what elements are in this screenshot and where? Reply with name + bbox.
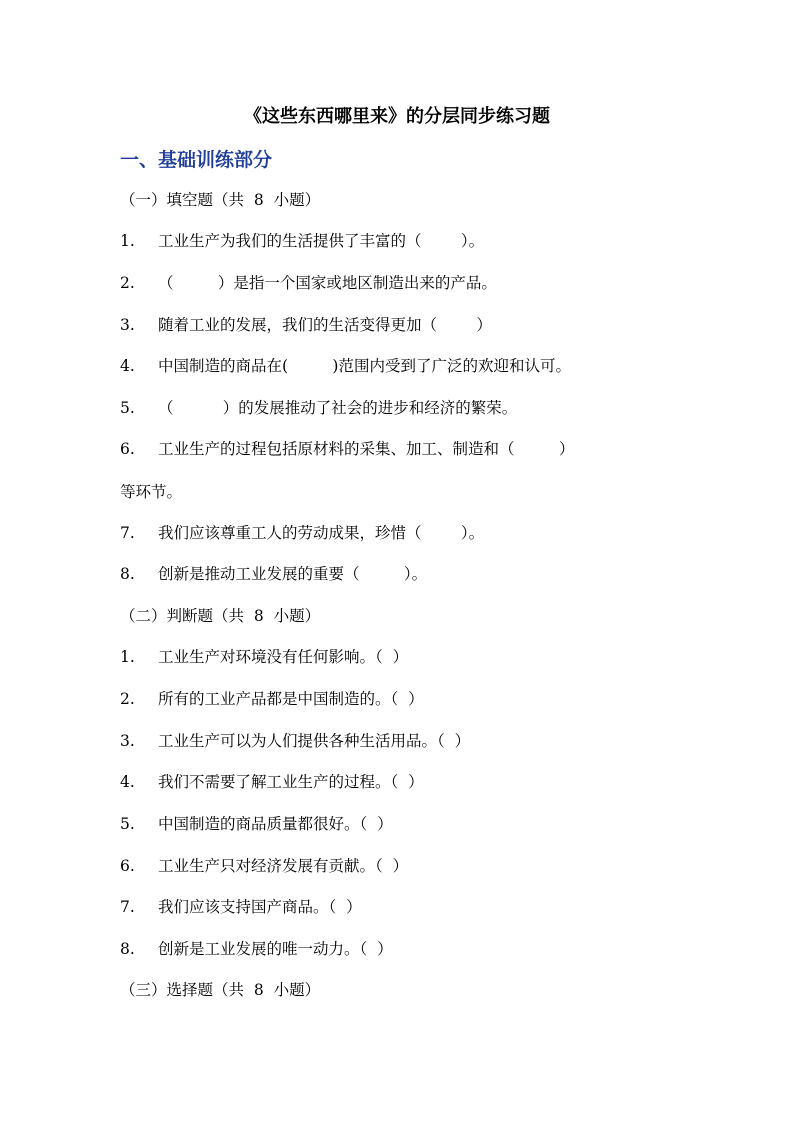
- fill-question-1: [120, 230, 484, 252]
- question-number: 6.: [120, 857, 135, 875]
- judge-question-7: [120, 896, 362, 918]
- question-text: 工业生产为我们的生活提供了丰富的（ ）。: [158, 232, 485, 250]
- question-text: 创新是推动工业发展的重要（ ）。: [158, 565, 428, 583]
- question-text: 工业生产只对经济发展有贡献。（ ）: [158, 857, 409, 875]
- question-number: 7.: [120, 524, 135, 542]
- question-text: 中国制造的商品在( )范围内受到了广泛的欢迎和认可。: [158, 357, 571, 375]
- question-text: 我们不需要了解工业生产的过程。（ ）: [158, 773, 424, 791]
- question-text: 创新是工业发展的唯一动力。（ ）: [158, 940, 393, 958]
- page-title: 《这些东西哪里来》的分层同步练习题: [244, 106, 550, 127]
- question-text: 所有的工业产品都是中国制造的。（ ）: [158, 690, 424, 708]
- question-text: （ ）是指一个国家或地区制造出来的产品。: [158, 274, 497, 292]
- question-text: 我们应该支持国产商品。（ ）: [158, 898, 362, 916]
- question-number: 2.: [120, 274, 135, 292]
- fill-question-5: [120, 397, 517, 419]
- question-number: 1.: [120, 232, 135, 250]
- judge-question-8: [120, 938, 393, 960]
- question-text: 中国制造的商品质量都很好。（ ）: [158, 815, 393, 833]
- judge-question-6: [120, 855, 408, 877]
- fill-question-7: [120, 522, 484, 544]
- judge-question-2: [120, 688, 424, 710]
- question-number: 8.: [120, 565, 135, 583]
- question-text: 随着工业的发展，我们的生活变得更加（ ）: [158, 316, 492, 334]
- question-number: 3.: [120, 316, 135, 334]
- question-number: 5.: [120, 399, 135, 417]
- judge-question-3: [120, 730, 470, 752]
- question-text: 工业生产对环境没有任何影响。（ ）: [158, 648, 409, 666]
- question-text: （ ）的发展推动了社会的进步和经济的繁荣。: [158, 399, 518, 417]
- question-text: 工业生产的过程包括原材料的采集、加工、制造和（ ）: [158, 440, 575, 458]
- question-number: 4.: [120, 773, 135, 791]
- fill-question-2: [120, 272, 497, 294]
- question-number: 8.: [120, 940, 135, 958]
- section-heading-basic-training: 一、基础训练部分: [120, 149, 273, 171]
- multiple-choice-header: （三）选择题（共 8 小题）: [120, 981, 321, 999]
- question-number: 1.: [120, 648, 135, 666]
- question-number: 3.: [120, 732, 135, 750]
- question-number: 6.: [120, 440, 135, 458]
- fill-question-8: [120, 563, 427, 585]
- fill-question-6: [120, 438, 574, 460]
- fill-in-blank-header: （一）填空题（共 8 小题）: [120, 191, 321, 209]
- true-false-header: （二）判断题（共 8 小题）: [120, 607, 321, 625]
- judge-question-4: [120, 771, 424, 793]
- judge-question-1: [120, 646, 408, 668]
- fill-question-6-continued: [120, 481, 182, 503]
- question-number: 7.: [120, 898, 135, 916]
- judge-question-5: [120, 813, 393, 835]
- question-text: 等环节。: [120, 483, 183, 501]
- question-text: 我们应该尊重工人的劳动成果，珍惜（ ）。: [158, 524, 485, 542]
- question-text: 工业生产可以为人们提供各种生活用品。（ ）: [158, 732, 471, 750]
- question-number: 2.: [120, 690, 135, 708]
- question-number: 5.: [120, 815, 135, 833]
- fill-question-3: [120, 314, 492, 336]
- question-number: 4.: [120, 357, 135, 375]
- fill-question-4: [120, 355, 571, 377]
